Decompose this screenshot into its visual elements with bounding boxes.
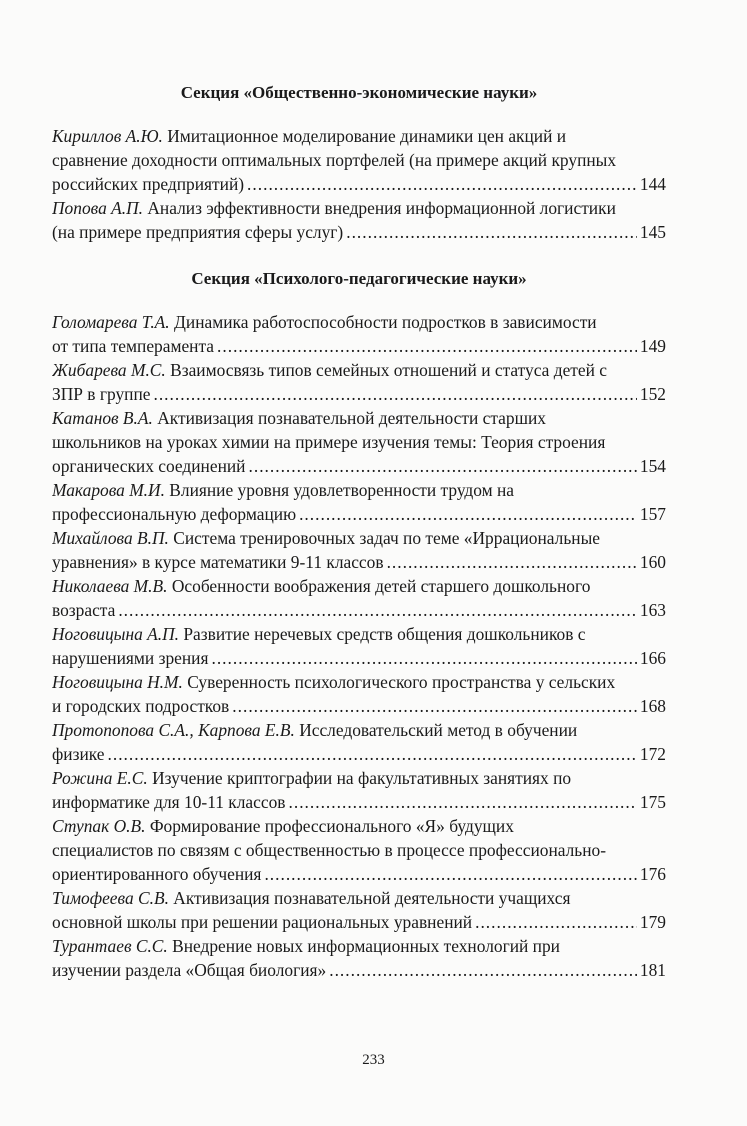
section-title: Секция «Психолого-педагогические науки» <box>191 269 527 288</box>
toc-entry-line <box>52 526 666 550</box>
toc-entry-title: ЗПР в группе <box>52 384 151 404</box>
toc-entry-last-line <box>52 172 666 196</box>
toc-entry <box>52 196 666 244</box>
toc-entry-page: 144 <box>639 174 666 194</box>
toc-entry-author: Макарова М.И. <box>52 480 165 500</box>
toc-entry-last-line <box>52 862 666 886</box>
toc-entry-title: изучении раздела «Общая биология» <box>52 960 327 980</box>
dot-leader <box>249 454 637 478</box>
toc-entry-title: информатике для 10-11 классов <box>52 792 286 812</box>
dot-leader <box>264 862 636 886</box>
toc-entry-title: возраста <box>52 600 116 620</box>
toc-entry-title: специалистов по связям с общественностью в процессе профессионально- <box>52 840 607 860</box>
toc-entry-title: основной школы при решении рациональных уравнений <box>52 912 473 932</box>
toc-entry-title: Система тренировочных задач по теме «Иррациональные <box>173 528 600 548</box>
toc-entry-line <box>52 406 666 430</box>
toc-entry-line <box>52 718 666 742</box>
toc-entry-title: Влияние уровня удовлетворенности трудом на <box>169 480 515 500</box>
toc-entry-title: от типа темперамента <box>52 336 215 356</box>
dot-leader <box>475 910 637 934</box>
toc-entry <box>52 886 666 934</box>
toc-entry-title: российских предприятий) <box>52 174 245 194</box>
dot-leader <box>217 334 637 358</box>
toc-entry-author: Катанов В.А. <box>52 408 153 428</box>
toc-entry <box>52 766 666 814</box>
toc-entry-author: Протопопова С.А., Карпова Е.В. <box>52 720 295 740</box>
dot-leader <box>346 220 637 244</box>
toc-entry-last-line <box>52 550 666 574</box>
toc-entry-last-line <box>52 220 666 244</box>
toc-entry-page: 154 <box>639 456 666 476</box>
toc-entry-author: Рожина Е.С. <box>52 768 148 788</box>
toc-entry-line <box>52 934 666 958</box>
toc-entry-title: нарушениями зрения <box>52 648 209 668</box>
dot-leader <box>232 694 637 718</box>
toc-entry-title: (на примере предприятия сферы услуг) <box>52 222 344 242</box>
toc-entry-line <box>52 886 666 910</box>
toc-entry-line <box>52 124 666 148</box>
toc-entry-title: Исследовательский метод в обучении <box>299 720 578 740</box>
toc-entry-page: 176 <box>639 864 666 884</box>
toc-entry-page: 157 <box>639 504 666 524</box>
toc-entry-line <box>52 814 666 838</box>
toc-entry-author: Ступак О.В. <box>52 816 146 836</box>
toc-entry-line <box>52 574 666 598</box>
toc-entry <box>52 526 666 574</box>
toc-entry-author: Николаева М.В. <box>52 576 168 596</box>
toc-entry <box>52 310 666 358</box>
toc-entry-line <box>52 622 666 646</box>
toc-entry-last-line <box>52 742 666 766</box>
toc-entry-title: Развитие неречевых средств общения дошкольников с <box>183 624 586 644</box>
toc-entry-title: Формирование профессионального «Я» будущих <box>149 816 514 836</box>
toc-entry-title: школьников на уроках химии на примере изучения темы: Теория строения <box>52 432 606 452</box>
toc-entry <box>52 574 666 622</box>
toc-entry-title: Изучение криптографии на факультативных занятиях по <box>152 768 572 788</box>
dot-leader <box>387 550 637 574</box>
toc-entry-last-line <box>52 382 666 406</box>
toc-entry-page: 160 <box>639 552 666 572</box>
dot-leader <box>289 790 637 814</box>
toc-entry-line <box>52 310 666 334</box>
toc-entry-page: 163 <box>639 600 666 620</box>
toc-entry-page: 149 <box>639 336 666 356</box>
toc-entry-line <box>52 766 666 790</box>
toc-entry-title: и городских подростков <box>52 696 230 716</box>
toc-entry-title: физике <box>52 744 105 764</box>
dot-leader <box>247 172 637 196</box>
toc-entry-last-line <box>52 910 666 934</box>
toc-entry-page: 166 <box>639 648 666 668</box>
toc-entry-last-line <box>52 334 666 358</box>
toc-entry-line <box>52 358 666 382</box>
toc-entry <box>52 406 666 478</box>
toc-entry-last-line <box>52 694 666 718</box>
section-title: Секция «Общественно-экономические науки» <box>180 83 538 102</box>
toc-entry <box>52 814 666 886</box>
toc-entry-title: ориентированного обучения <box>52 864 262 884</box>
dot-leader <box>329 958 637 982</box>
dot-leader <box>153 382 636 406</box>
toc-entry-line <box>52 196 666 220</box>
toc-entry-line <box>52 430 666 454</box>
toc-entry-title: Имитационное моделирование динамики цен акций и <box>167 126 567 146</box>
toc-entry-author: Ноговицына А.П. <box>52 624 179 644</box>
dot-leader <box>118 598 637 622</box>
page-number: 233 <box>362 1052 385 1068</box>
toc-entry-last-line <box>52 454 666 478</box>
toc-entry-author: Жибарева М.С. <box>52 360 166 380</box>
table-of-contents <box>52 82 666 982</box>
toc-entry-last-line <box>52 646 666 670</box>
toc-entry <box>52 622 666 670</box>
toc-entry-title: Анализ эффективности внедрения информационной логистики <box>147 198 616 218</box>
toc-entry-title: Особенности воображения детей старшего дошкольного <box>171 576 591 596</box>
toc-entry-page: 172 <box>639 744 666 764</box>
toc-entry-last-line <box>52 958 666 982</box>
dot-leader <box>211 646 636 670</box>
toc-entry-line <box>52 838 666 862</box>
toc-entry-title: сравнение доходности оптимальных портфелей (на примере акций крупных <box>52 150 617 170</box>
toc-entry-title: профессиональную деформацию <box>52 504 297 524</box>
toc-entry <box>52 934 666 982</box>
toc-entry-page: 168 <box>639 696 666 716</box>
toc-entry-title: Внедрение новых информационных технологий при <box>172 936 560 956</box>
toc-entry-last-line <box>52 502 666 526</box>
toc-entry-line <box>52 670 666 694</box>
toc-entry-line <box>52 478 666 502</box>
toc-entry-page: 145 <box>639 222 666 242</box>
toc-entry-page: 181 <box>639 960 666 980</box>
dot-leader <box>108 742 637 766</box>
toc-entry-author: Попова А.П. <box>52 198 143 218</box>
toc-entry-author: Кириллов А.Ю. <box>52 126 163 146</box>
toc-entry-last-line <box>52 598 666 622</box>
toc-entry <box>52 478 666 526</box>
toc-entry-title: Динамика работоспособности подростков в зависимости <box>174 312 597 332</box>
toc-entry-author: Тимофеева С.В. <box>52 888 169 908</box>
toc-entry-title: Суверенность психологического пространства у сельских <box>187 672 616 692</box>
toc-entry-author: Турантаев С.С. <box>52 936 168 956</box>
toc-entry <box>52 124 666 196</box>
toc-entry-page: 179 <box>639 912 666 932</box>
toc-entry-title: органических соединений <box>52 456 246 476</box>
toc-entry-line <box>52 148 666 172</box>
toc-entry-title: уравнения» в курсе математики 9-11 классов <box>52 552 384 572</box>
toc-entry-title: Активизация познавательной деятельности учащихся <box>173 888 571 908</box>
toc-entry-last-line <box>52 790 666 814</box>
toc-entry-page: 175 <box>639 792 666 812</box>
toc-entry-title: Взаимосвязь типов семейных отношений и статуса детей с <box>170 360 607 380</box>
toc-entry <box>52 718 666 766</box>
toc-entry-author: Голомарева Т.А. <box>52 312 170 332</box>
toc-entry-author: Ноговицына Н.М. <box>52 672 183 692</box>
toc-entry-page: 152 <box>639 384 666 404</box>
dot-leader <box>299 502 637 526</box>
toc-entry <box>52 358 666 406</box>
toc-entry <box>52 670 666 718</box>
toc-entry-author: Михайлова В.П. <box>52 528 169 548</box>
toc-entry-title: Активизация познавательной деятельности старших <box>157 408 546 428</box>
